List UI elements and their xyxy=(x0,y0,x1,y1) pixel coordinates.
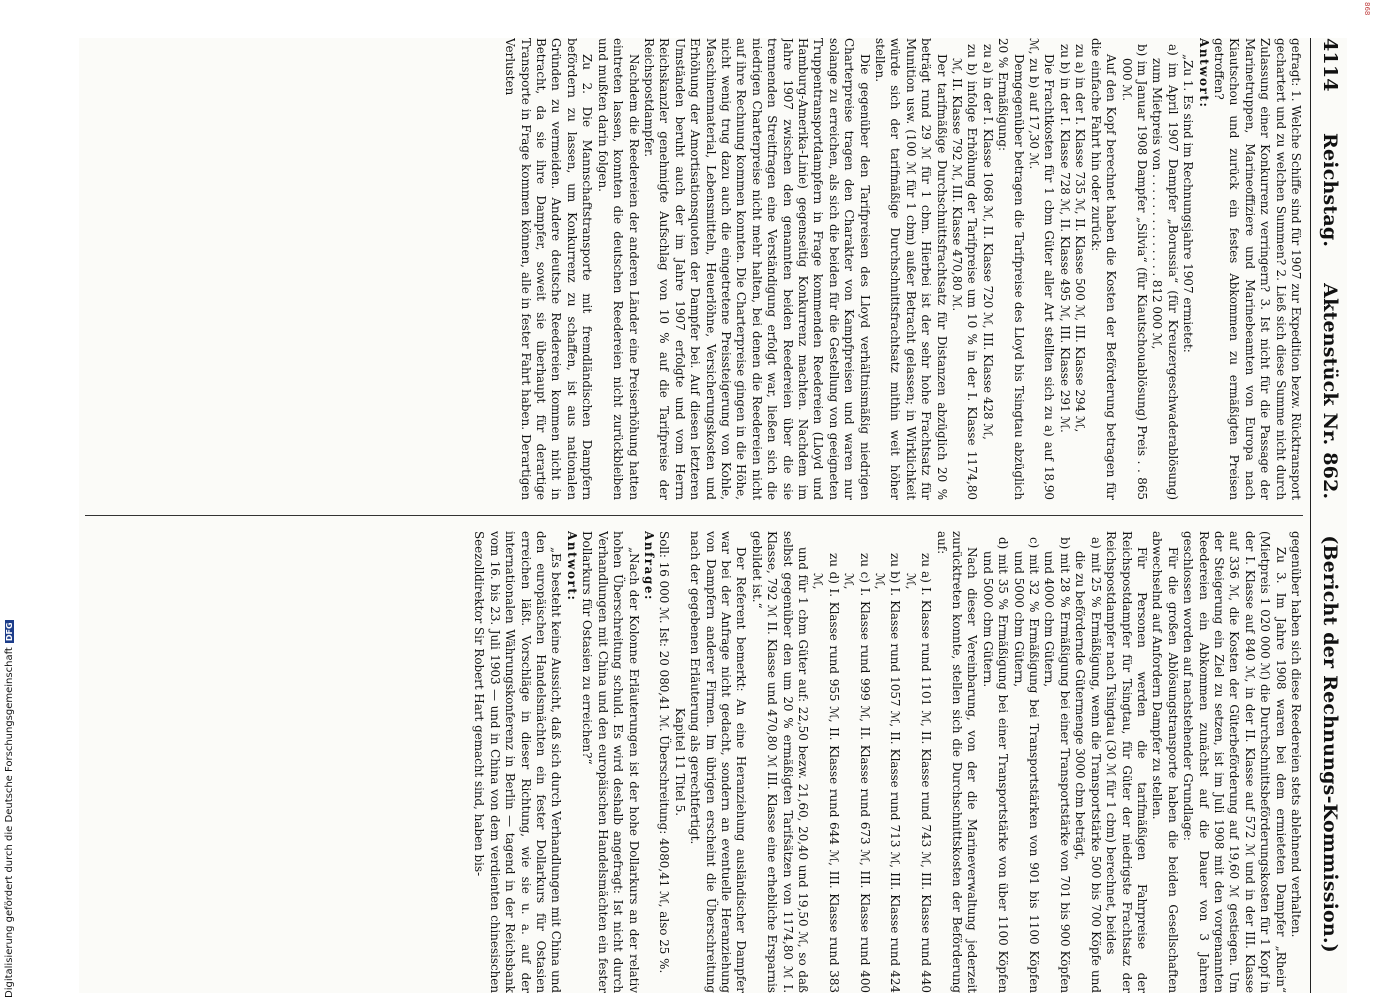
paragraph: Für die großen Ablösungstransporte haben die beiden Gesellschaften abwechselnd auf Anfordern Dampfer zu stellen. xyxy=(1150,531,1180,993)
header-aktenstueck: Aktenstück Nr. 862. xyxy=(1319,283,1341,500)
running-header xyxy=(1319,133,1341,953)
paragraph: Zu 3. Im Jahre 1908 waren bei dem ermieteten Dampfer „Rhein“ (Mietpreis 1 020 000 ℳ) die Durchschnittsbeförderungskosten für 1 Kopf in der I. Klasse auf 840 ℳ, in der II. Klasse auf 572 ℳ und in der III. Klasse auf 336 ℳ, die Kosten der Güterbeförderung auf 19,60 ℳ gestiegen. Um der Steigerung ein Ziel zu setzen, ist im Juli 1908 mit den vorgenannten Reedereien ein Abkommen zunächst auf die Dauer von 3 Jahren geschlossen worden auf nachstehender Grundlage: xyxy=(1181,531,1288,993)
header-bericht: (Bericht der Rechnungs-Kommission.) xyxy=(1319,535,1341,953)
right-text-column xyxy=(83,531,1303,993)
paragraph: Antwort: xyxy=(1196,38,1211,109)
paragraph: zu a) in der I. Klasse 735 ℳ, II. Klasse 500 ℳ, III. Klasse 294 ℳ, xyxy=(1073,44,1088,433)
paragraph: Nachdem die Reedereien der anderen Länder eine Preiserhöhung hatten eintreten lassen, konnten die deutschen Reedereien nicht zurückbleiben und mußten darin folgen. xyxy=(595,38,641,500)
paragraph: Nach dieser Vereinbarung, von der die Marineverwaltung jederzeit zurücktreten konnte, stellen sich die Durchschnittskosten der Beförderung auf: xyxy=(934,531,980,993)
paragraph: Soll: 16 000 ℳ. Ist: 20 080,41 ℳ. Überschreitung: 4080,41 ℳ, also 25 %. xyxy=(657,531,672,974)
paragraph: Demgegenüber betragen die Tarifpreise des Lloyd bis Tsingtau abzüglich 20 % Ermäßigung: xyxy=(996,38,1026,500)
paragraph: Zu 2. Die Mannschaftstransporte mit fremdländischen Dampfern befördern zu lassen, um Konkurrenz zu schaffen, ist aus nationalen Gründen zu vermeiden. Andere deutsche Reedereien kommen nicht in Betracht, da sie ihre Dampfer, soweit sie überhaupt für derartige Transporte in Frage kommen können, alle in fester Fahrt haben. Derartigen Verlusten xyxy=(503,38,595,500)
paragraph: zu b) infolge Erhöhung der Tarifpreise um 10 % in der I. Klasse 1174,80 ℳ, II. Klasse 792 ℳ, III. Klasse 470,80 ℳ. xyxy=(950,44,980,500)
paragraph: d) mit 35 % Ermäßigung bei einer Transportstärke von über 1100 Köpfen und 5000 cbm Gütern. xyxy=(980,537,1011,993)
paragraph: Antwort: xyxy=(564,531,579,602)
paragraph: Der tarifmäßige Durchschnittsfrachtsatz für Distanzen abzüglich 20 % beträgt rund 29 ℳ für 1 cbm. Hierbei ist der sehr hohe Frachtsatz für Munition usw. (100 ℳ für 1 cbm) außer Betracht gelassen; in Wirklichkeit würde sich der tarifmäßige Durchschnittsfrachtsatz mithin weit höher stellen. xyxy=(873,38,949,500)
paragraph: a) im April 1907 Dampfer „Borussia“ (für Kreuzergeschwaderablösung) zum Mietpreis von . . . . . . . . . . . . . . 812 000 ℳ, xyxy=(1150,44,1180,500)
paragraph: Die Frachtkosten für 1 cbm Güter aller Art stellten sich zu a) auf 18,90 ℳ, zu b) auf 17,30 ℳ. xyxy=(1027,38,1057,500)
header-rule xyxy=(1310,38,1311,993)
page-number: 4114 xyxy=(1319,38,1341,92)
digitization-note xyxy=(4,620,15,998)
paragraph: Auf den Kopf berechnet haben die Kosten der Beförderung betragen für die einfache Fahrt hin oder zurück: xyxy=(1088,38,1119,500)
paragraph: b) mit 28 % Ermäßigung bei einer Transportstärke von 701 bis 900 Köpfen und 4000 cbm Gütern, xyxy=(1042,537,1072,993)
paragraph: a) mit 25 % Ermäßigung, wenn die Transportstärke 500 bis 700 Köpfe und die zu befördernde Gütermenge 3000 cbm beträgt, xyxy=(1073,537,1103,993)
paragraph: zu a) I. Klasse rund 1101 ℳ, II. Klasse rund 743 ℳ, III. Klasse rund 440 ℳ, xyxy=(903,553,934,993)
digitization-note-text: Digitalisierung gefördert durch die Deutsche Forschungsgemeinschaft xyxy=(4,647,15,998)
paragraph: Die gegenüber den Tarifpreisen des Lloyd verhältnismäßig niedrigen Charterpreise tragen den Charakter von Kampfpreisen und waren nur solange zu erreichen, als sich die beiden für die Gestellung von geeigneten Truppentransportdampfern in Frage kommenden Reedereien (Lloyd und Hamburg-Amerika-Linie) gegenseitig Konkurrenz machten. Nachdem im Jahre 1907 zwischen den genannten beiden Reedereien über die sie trennenden Streitfragen eine Verständigung erfolgt war, ließen sich die niedrigen Charterpreise nicht mehr halten, bei denen die Reedereien nicht auf ihre Rechnung kommen konnten. Die Charterpreise gingen in die Höhe, nicht wenig trug dazu auch die eingetretene Preissteigerung von Kohle, Maschinenmaterial, Lebensmitteln, Heuerlöhne, Versicherungskosten und Erhöhung der Amortisationsquoten der Dampfer bei. Auf diesen letzteren Umständen beruht auch der im Jahre 1907 erfolgte und vom Herrn Reichskanzler genehmigte Aufschlag von 10 % auf die Tarifpreise der Reichspostdampfer. xyxy=(641,38,872,500)
paragraph: b) im Januar 1908 Dampfer „Silvia“ (für Kiautschouablösung) Preis . . 865 000 ℳ. xyxy=(1119,44,1149,500)
paragraph: zu c) I. Klasse rund 999 ℳ, II. Klasse rund 673 ℳ, III. Klasse rund 400 ℳ, xyxy=(842,553,872,993)
document-page xyxy=(79,38,1347,993)
paragraph: Für Personen werden die tarifmäßigen Fahrpreise der Reichspostdampfer für Tsingtau, für Güter der niedrigste Frachtsatz der Reichspostdampfer nach Tsingtau (30 ℳ für 1 cbm) berechnet, beides xyxy=(1104,531,1149,993)
paragraph: Kapitel 11 Titel 5. xyxy=(672,707,687,817)
paragraph: „Es besteht keine Aussicht, daß sich durch Verhandlungen mit China und den europäischen Handelsmächten ein fester Dollarkurs für Ostasien erreichen läßt. Vorschläge in dieser Richtung, wie sie u. a. auf der internationalen Währungskonferenz in Berlin — tagend in der Reichsbank vom 16. bis 23. Juli 1903 — und in China von dem verdienten chinesischen Seezolldirektor Sir Robert Hart gemacht sind, haben bis- xyxy=(472,531,564,993)
paragraph: und für 1 cbm Güter auf: 22,50 bezw. 21,60, 20,40 und 19,50 ℳ, so daß selbst gegenüber den um 20 % ermäßigten Tarifsätzen von 1174,80 ℳ I. Klasse, 792 ℳ II. Klasse und 470,80 ℳ III. Klasse eine erhebliche Ersparnis gebildet ist.“ xyxy=(749,531,810,993)
paragraph: Der Referent bemerkt: An eine Heranziehung ausländischer Dampfer war bei der Anfrage nicht gedacht, sondern an eventuelle Heranziehung von Dampfern anderer Firmen. Im übrigen erscheint die Überschreitung nach der gegebenen Erläuterung als gerechtfertigt. xyxy=(688,531,749,993)
paragraph: zu b) in der I. Klasse 728 ℳ, II. Klasse 495 ℳ, III. Klasse 291 ℳ. xyxy=(1057,44,1072,433)
paragraph: „Nach der Kolonne Erläuterungen ist der hohe Dollarkurs an der relativ hohen Überschreitung schuld. Es wird deshalb angefragt: Ist nicht durch Verhandlungen mit China und den europäischen Handelsmächten ein fester Dollarkurs für Ostasien zu erreichen?“ xyxy=(580,531,641,993)
header-reichstag: Reichstag. xyxy=(1319,133,1341,248)
paragraph: Anfrage: xyxy=(641,531,656,602)
paragraph: zu d) I. Klasse rund 955 ℳ, II. Klasse rund 644 ℳ, III. Klasse rund 383 ℳ, xyxy=(811,553,841,993)
column-divider xyxy=(85,515,1303,516)
paragraph: c) mit 32 % Ermäßigung bei Transportstärken von 901 bis 1100 Köpfen und 5000 cbm Gütern, xyxy=(1011,537,1042,993)
dfg-logo: DFG xyxy=(5,622,14,642)
scan-corner-code: 868 xyxy=(1363,2,1371,16)
paragraph: zu b) I. Klasse rund 1057 ℳ, II. Klasse rund 713 ℳ, III. Klasse rund 424 ℳ, xyxy=(873,553,903,993)
paragraph: gefragt: 1. Welche Schiffe sind für 1907 zur Expedition bezw. Rücktransport gechartert und zu welchen Summen? 2. Ließ sich diese Summe nicht durch Zulassung einer Konkurrenz verringern? 3. Ist nicht für die Passage der Marinetruppen, Marineoffiziere und Marinebeamten von Europa nach Kiautschou und zurück ein festes Abkommen zu ermäßigten Preisen getroffen? xyxy=(1211,38,1303,500)
paragraph: zu a) in der I. Klasse 1068 ℳ, II. Klasse 720 ℳ, III. Klasse 428 ℳ, xyxy=(980,44,995,440)
left-text-column xyxy=(83,38,1303,500)
paragraph: „Zu 1. Es sind im Rechnungsjahre 1907 ermietet: xyxy=(1181,54,1196,353)
paragraph: gegenüber haben sich diese Reedereien stets ablehnend verhalten. xyxy=(1289,531,1303,938)
page-header xyxy=(1315,38,1341,993)
